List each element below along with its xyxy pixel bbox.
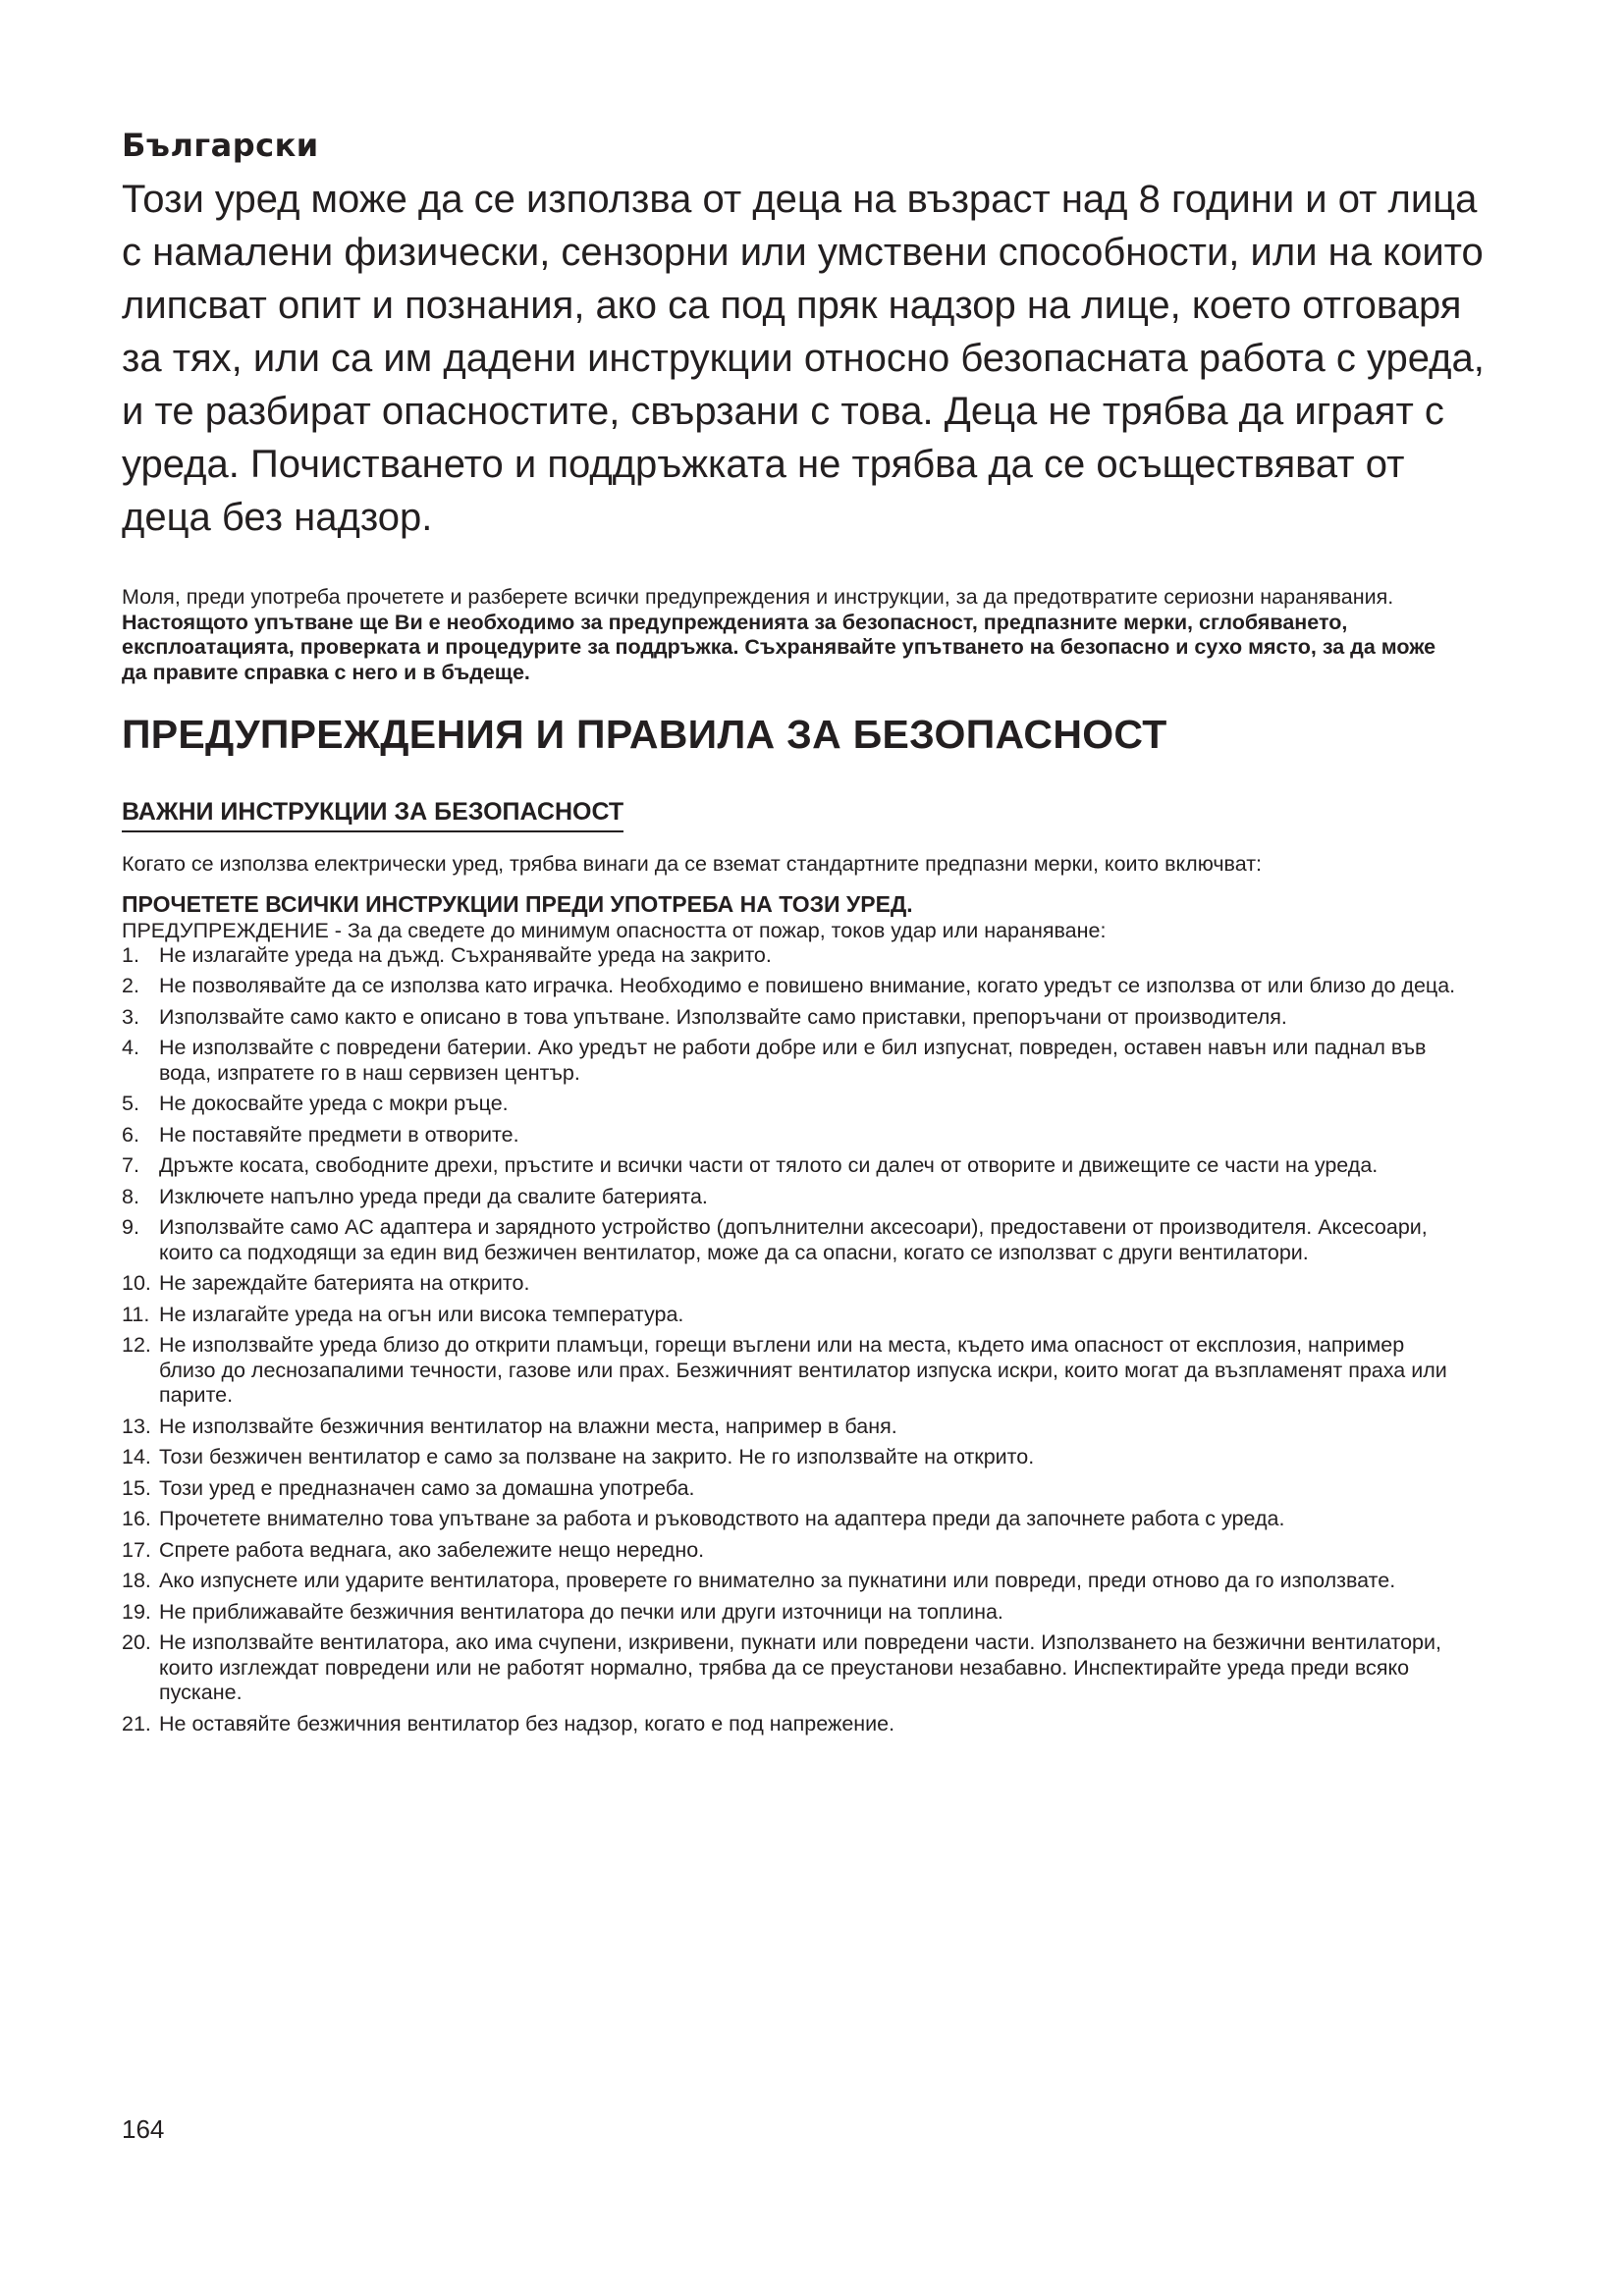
safety-rule-item [122,1185,1457,1210]
rule-text: Не поставяйте предмети в отворите. [159,1122,519,1147]
rule-text: Използвайте само AC адаптера и зарядното устройство (допълнителни аксесоари), предоставени от производителя. Аксесоари, които са подходящи за един вид безжичен вентилатор, може да са опасни, когато се използват с други вентилатори. [159,1215,1428,1264]
safety-rule-item [122,1445,1457,1470]
safety-rule-item [122,1153,1457,1179]
safety-rule-item [122,1123,1457,1148]
language-heading: Български [122,127,319,164]
rule-text: Не оставяйте безжичния вентилатор без надзор, когато е под напрежение. [159,1711,895,1735]
rule-number: 18. [122,1569,151,1592]
rule-number: 3. [122,1004,139,1029]
rule-number: 20. [122,1630,151,1654]
rule-number: 12. [122,1333,151,1357]
safety-rule-item [122,1303,1457,1328]
safety-rule-item [122,1476,1457,1502]
rule-number: 4. [122,1036,139,1059]
rule-text: Не излагайте уреда на огън или висока температура. [159,1302,684,1326]
rule-number: 16. [122,1507,151,1530]
rule-text: Не използвайте вентилатора, ако има счупени, изкривени, пукнати или повредени части. Използването на безжични вентилатори, които изглеждат повредени или не работят нормално, трябва да се преустанови незабавно. Инспектирайте уреда преди всяко пускане. [159,1630,1441,1704]
rule-text: Изключете напълно уреда преди да свалите батерията. [159,1184,708,1208]
rule-text: Използвайте само както е описано в това упътване. Използвайте само приставки, препоръчани от производителя. [159,1004,1287,1029]
rule-number: 7. [122,1153,139,1177]
safety-rule-item [122,1333,1457,1409]
read-all-instructions: ПРОЧЕТЕТЕ ВСИЧКИ ИНСТРУКЦИИ ПРЕДИ УПОТРЕБА НА ТОЗИ УРЕД. [122,890,913,917]
rule-number: 13. [122,1414,151,1438]
rule-number: 10. [122,1271,151,1295]
safety-rule-item [122,1271,1457,1297]
safety-notice [122,585,1457,685]
warning-text: ПРЕДУПРЕЖДЕНИЕ - За да сведете до минимум опасността от пожар, токов удар или нараняване: [122,918,1107,942]
rule-number: 15. [122,1475,151,1500]
notice-bold-text: Настоящото упътване ще Ви е необходимо за предупрежденията за безопасност, предпазните мерки, сглобяването, експлоатацията, проверката и процедурите за поддръжка. Съхранявайте упътването на безопасно и сухо място, за да може да правите справка с него и в бъдеще. [122,610,1436,684]
rule-text: Ако изпуснете или ударите вентилатора, проверете го внимателно за пукнатини или повреди, преди отново да го използвате. [159,1569,1396,1592]
safety-rule-item [122,943,1457,969]
safety-rule-item [122,1415,1457,1440]
safety-rule-item [122,1092,1457,1117]
rule-text: Не зареждайте батерията на открито. [159,1271,530,1295]
rule-number: 8. [122,1184,139,1208]
subsection-title: ВАЖНИ ИНСТРУКЦИИ ЗА БЕЗОПАСНОСТ [122,797,623,832]
rule-text: Този безжичен вентилатор е само за ползване на закрито. Не го използвайте на открито. [159,1445,1035,1468]
safety-rule-item [122,974,1457,999]
rule-text: Дръжте косата, свободните дрехи, пръстите и всички части от тялото си далеч от отворите и движещите се части на уреда. [159,1153,1379,1177]
rule-text: Не позволявайте да се използва като играчка. Необходимо е повишено внимание, когато уредът се използва от или близо до деца. [159,974,1456,997]
rule-text: Прочетете внимателно това упътване за работа и ръководството на адаптера преди да започнете работа с уреда. [159,1507,1285,1530]
rule-text: Не докосвайте уреда с мокри ръце. [159,1092,509,1115]
intro-paragraph: Този уред може да се използва от деца на възраст над 8 години и от лица с намалени физически, сензорни или умствени способности, или на които липсват опит и познания, ако са под пряк надзор на лице, което отговаря за тях, или са им дадени инструкции относно безопасната работа с уреда, и те разбират опасностите, свързани с това. Деца не трябва да играят с уреда. Почистването и поддръжката не трябва да се осъществяват от деца без надзор. [122,178,1485,539]
safety-rule-item [122,1630,1457,1706]
page-number: 164 [122,2114,165,2144]
manual-page [122,126,1485,1742]
rule-number: 2. [122,974,139,997]
safety-rule-item [122,1569,1457,1594]
rule-text: Не приближавайте безжичния вентилатора до печки или други източници на топлина. [159,1599,1003,1624]
safety-rule-item [122,1215,1457,1265]
safety-rule-item [122,1036,1457,1086]
rule-number: 19. [122,1599,151,1624]
section-title: ПРЕДУПРЕЖДЕНИЯ И ПРАВИЛА ЗА БЕЗОПАСНОСТ [122,712,1167,757]
safety-rule-item [122,1005,1457,1031]
rule-number: 1. [122,942,139,967]
rule-text: Не използвайте безжичния вентилатор на влажни места, например в баня. [159,1414,897,1438]
rule-text: Не използвайте с повредени батерии. Ако уредът не работи добре или е бил изпуснат, повреден, оставен навън или паднал във вода, изпратете го в наш сервизен център. [159,1036,1427,1085]
rule-text: Не използвайте уреда близо до открити пламъци, горещи въглени или на места, където има опасност от експлозия, например близо до леснозапалими течности, газове или прах. Безжичният вентилатор изпуска искри, които могат да възпламенят праха или парите. [159,1333,1447,1407]
safety-rule-item [122,1507,1457,1532]
rule-number: 11. [122,1302,150,1326]
safety-rule-item [122,1538,1457,1564]
safety-rules-list [122,943,1457,1737]
precautions-intro: Когато се използва електрически уред, трябва винаги да се вземат стандартните предпазни мерки, които включват: [122,852,1263,876]
safety-rule-item [122,1600,1457,1626]
rule-text: Не излагайте уреда на дъжд. Съхранявайте уреда на закрито. [159,942,772,967]
rule-number: 9. [122,1215,139,1239]
rule-number: 6. [122,1122,139,1147]
rule-number: 21. [122,1711,151,1735]
notice-text: Моля, преди употреба прочетете и разберете всички предупреждения и инструкции, за да предотвратите сериозни наранявания. [122,585,1394,609]
rule-number: 5. [122,1092,139,1115]
rule-number: 14. [122,1445,151,1468]
rule-number: 17. [122,1537,151,1562]
rule-text: Този уред е предназначен само за домашна употреба. [159,1475,695,1500]
rule-text: Спрете работа веднага, ако забележите нещо нередно. [159,1537,705,1562]
safety-rule-item [122,1712,1457,1737]
